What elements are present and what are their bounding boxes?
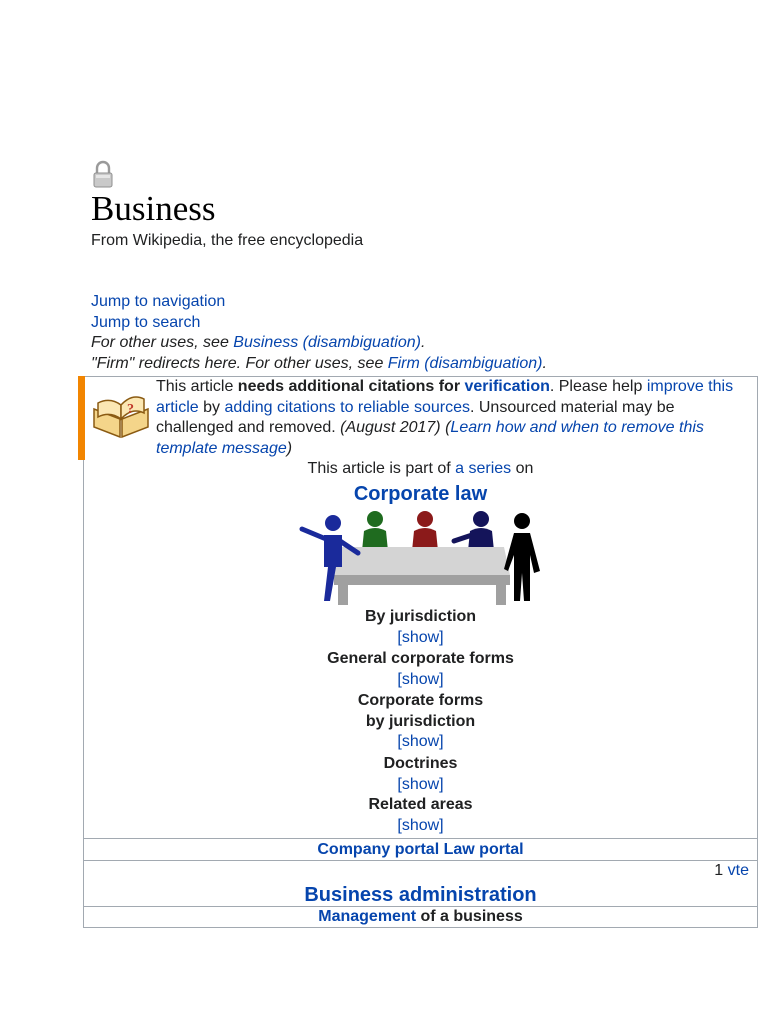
ambox-date: (August 2017) [340,419,441,437]
figure-navy [454,511,494,551]
hatnote-business [91,333,547,354]
figure-black [504,513,540,601]
figure-red [412,511,438,551]
show-toggle[interactable]: [show] [397,628,444,646]
series-title[interactable] [84,481,757,507]
show-toggle[interactable]: [show] [397,670,444,688]
management-line [84,907,757,927]
hatnote-text: . [420,334,426,352]
section-forms-by-jurisdiction [84,691,757,753]
section-heading: Doctrines [383,755,458,772]
portal-links [84,840,757,860]
management-suffix: of a business [416,908,523,925]
improve-article-link[interactable]: improve this article [156,378,734,416]
ambox-bold: needs additional citations for [237,378,465,395]
section-by-jurisdiction [84,607,757,648]
boardroom-illustration [296,511,546,611]
divider [84,838,757,839]
verification-link[interactable]: verification [464,378,550,395]
jump-to-navigation-link[interactable]: Jump to navigation [91,293,226,310]
business-disambiguation-link[interactable]: Business (disambiguation) [233,334,421,352]
divider [84,860,757,861]
series-link[interactable]: a series [455,460,512,477]
corporate-law-link[interactable]: Corporate law [353,483,488,505]
law-portal-link[interactable]: Law portal [443,841,524,858]
table [334,547,510,605]
jump-links [91,292,547,374]
ambox-text: This article [156,378,238,395]
show-toggle[interactable]: [show] [397,733,444,751]
ambox-text: ) [286,440,293,458]
jump-to-search-link[interactable]: Jump to search [91,313,201,331]
ambox-text: . Unsourced material may be challenged and removed. [156,398,675,437]
management-link[interactable]: Management [318,908,417,925]
section-heading: Related areas [368,796,473,813]
section-heading: General corporate forms [327,650,514,667]
section-heading: By jurisdiction [364,608,477,625]
business-administration-link[interactable]: Business administration [304,884,537,906]
hatnote-text: . [542,354,547,372]
lock-icon [92,160,114,188]
ambox-text: ( [440,419,451,437]
ambox-message [156,377,746,460]
figure-green [362,511,388,551]
business-administration-title[interactable] [84,883,757,907]
vte-links [714,861,749,881]
ambox-text: . Please help [549,378,647,395]
book-icon [90,389,152,441]
show-toggle[interactable]: [show] [397,775,444,793]
ambox-text: by [198,398,225,416]
hatnote-firm [91,354,547,375]
section-heading-line2: by jurisdiction [365,712,476,730]
ambox-severity-bar [78,376,85,460]
show-toggle[interactable]: [show] [397,816,444,834]
svg-text:?: ? [127,402,134,417]
section-doctrines [84,754,757,795]
section-general-forms [84,649,757,690]
vte-number: 1 [714,862,724,879]
learn-remove-template-link[interactable]: Learn how and when to remove this template message [156,419,704,458]
adding-citations-link[interactable]: adding citations to reliable sources [224,398,470,416]
series-prefix: This article is part of [307,460,456,477]
series-suffix: on [511,460,534,477]
company-portal-link[interactable]: Company portal [317,841,440,858]
section-related-areas [84,795,757,836]
section-heading: Corporate forms [357,692,484,709]
page-title: Business [91,189,216,228]
infobox-frame [83,376,758,928]
series-line [84,459,757,479]
hatnote-text: For other uses, see [91,334,234,352]
hatnote-text: "Firm" redirects here. For other uses, see [91,354,388,372]
page-tagline: From Wikipedia, the free encyclopedia [91,232,364,249]
vte-link[interactable]: vte [727,862,749,879]
firm-disambiguation-link[interactable]: Firm (disambiguation) [387,354,543,372]
